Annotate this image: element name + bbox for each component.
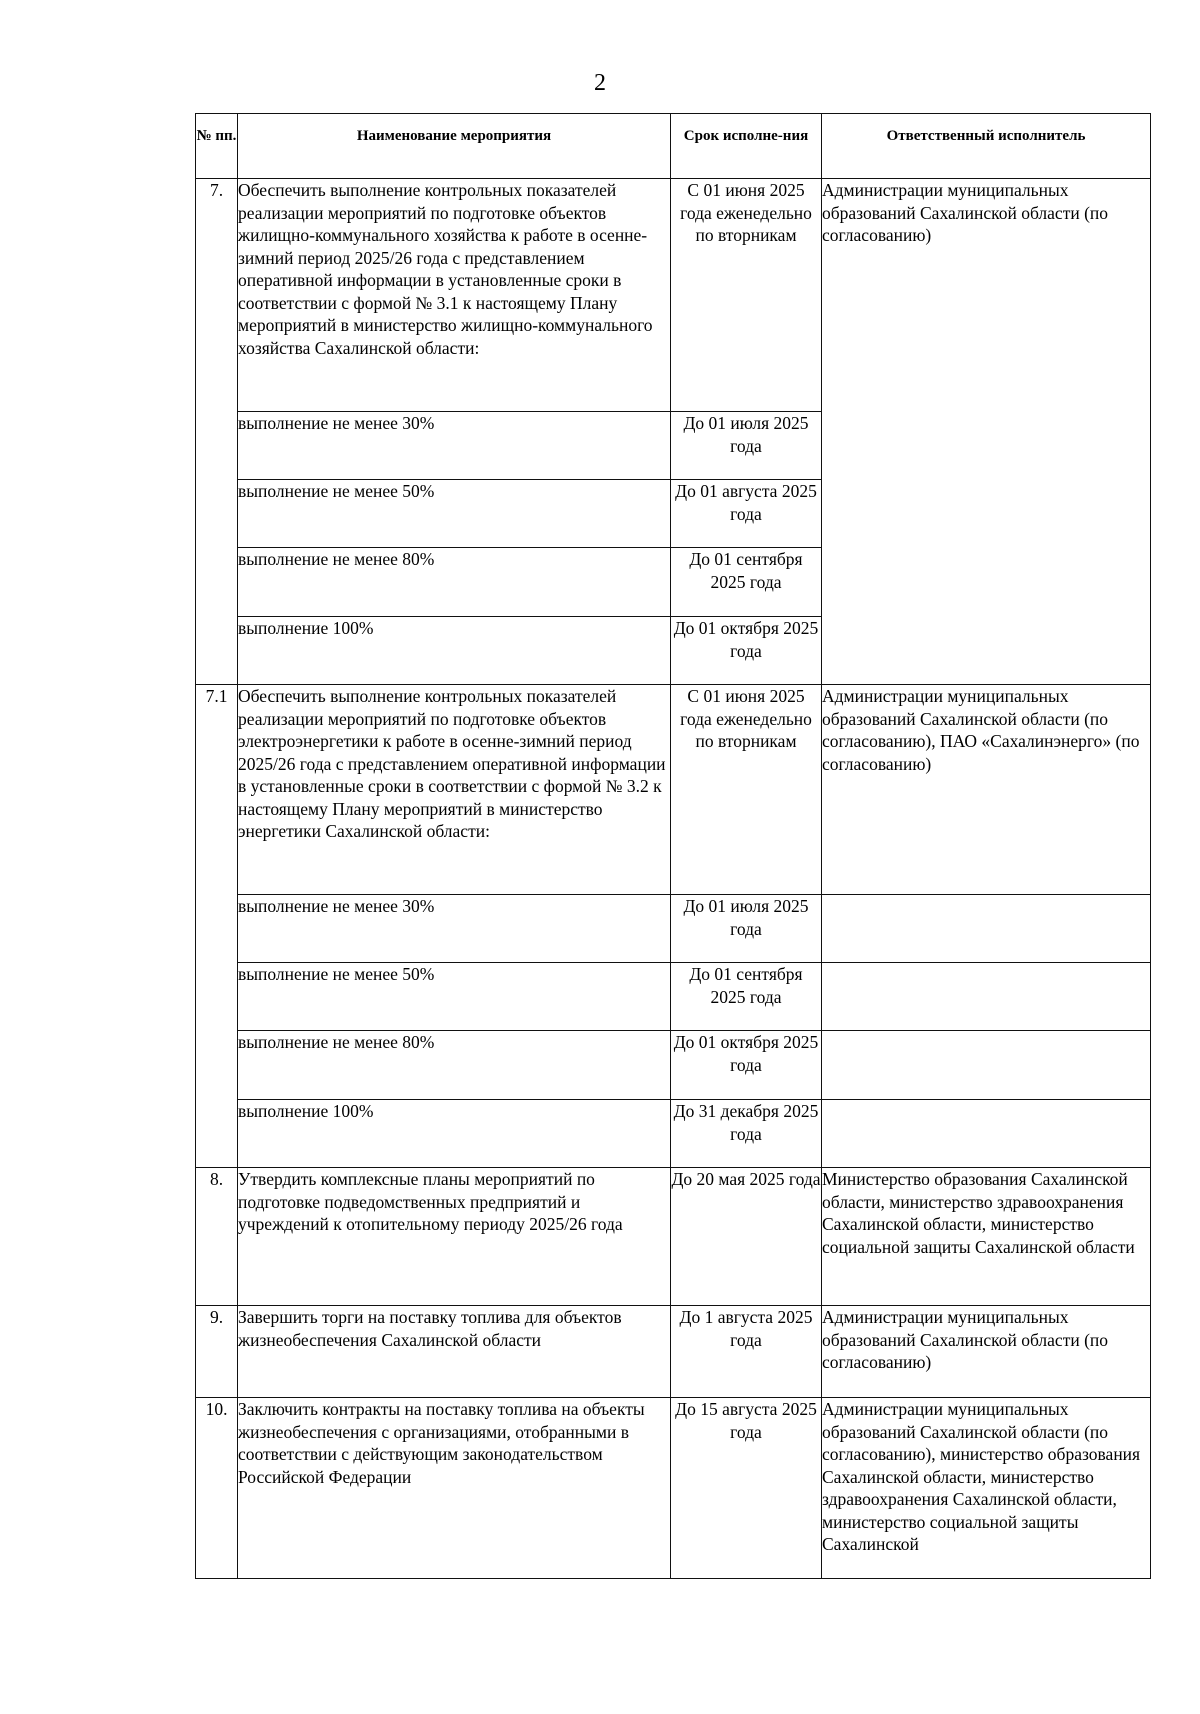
row-number: 7.: [196, 179, 238, 685]
row-text: Завершить торги на поставку топлива для объектов жизнеобеспечения Сахалинской области: [238, 1306, 671, 1398]
row-number: 9.: [196, 1306, 238, 1398]
header-num: № пп.: [196, 114, 238, 179]
row-term: С 01 июня 2025 года еженедельно по вторникам: [671, 179, 822, 412]
row-term: С 01 июня 2025 года еженедельно по вторникам: [671, 685, 822, 895]
row-text: Заключить контракты на поставку топлива на объекты жизнеобеспечения с организациями, отобранными в соответствии с действующим законодательством Российской Федерации: [238, 1398, 671, 1579]
row-term: До 15 августа 2025 года: [671, 1398, 822, 1579]
subrow-term: До 01 октября 2025 года: [671, 617, 822, 685]
subrow-term: До 31 декабря 2025 года: [671, 1100, 822, 1168]
row-number: 10.: [196, 1398, 238, 1579]
header-name: Наименование мероприятия: [238, 114, 671, 179]
row-number: 8.: [196, 1168, 238, 1306]
subrow-responsible-empty: [822, 895, 1151, 963]
table-row: [196, 1306, 1151, 1398]
row-text: Обеспечить выполнение контрольных показателей реализации мероприятий по подготовке объектов электроэнергетики к работе в осенне-зимний период 2025/26 года с представлением оперативной информации в установленные сроки в соответствии с формой № 3.2 к настоящему Плану мероприятий в министерство энергетики Сахалинской области:: [238, 685, 671, 895]
subrow-text: выполнение не менее 50%: [238, 480, 671, 548]
row-responsible: Администрации муниципальных образований Сахалинской области (по согласованию), министерство образования Сахалинской области, министерство здравоохранения Сахалинской области, министерство социальной защиты Сахалинской: [822, 1398, 1151, 1579]
table-subrow: [196, 963, 1151, 1031]
row-responsible: Администрации муниципальных образований Сахалинской области (по согласованию): [822, 179, 1151, 685]
header-term: Срок исполне-ния: [671, 114, 822, 179]
row-term: До 1 августа 2025 года: [671, 1306, 822, 1398]
row-responsible: Министерство образования Сахалинской области, министерство здравоохранения Сахалинской области, министерство социальной защиты Сахалинской области: [822, 1168, 1151, 1306]
plan-table: [195, 113, 1151, 1579]
subrow-text: выполнение 100%: [238, 617, 671, 685]
row-responsible: Администрации муниципальных образований Сахалинской области (по согласованию): [822, 1306, 1151, 1398]
subrow-text: выполнение не менее 50%: [238, 963, 671, 1031]
subrow-term: До 01 сентября 2025 года: [671, 963, 822, 1031]
row-text: Обеспечить выполнение контрольных показателей реализации мероприятий по подготовке объектов жилищно-коммунального хозяйства к работе в осенне-зимний период 2025/26 года с представлением оперативной информации в установленные сроки в соответствии с формой № 3.1 к настоящему Плану мероприятий в министерство жилищно-коммунального хозяйства Сахалинской области:: [238, 179, 671, 412]
header-resp: Ответственный исполнитель: [822, 114, 1151, 179]
table-subrow: [196, 1031, 1151, 1100]
row-term: До 20 мая 2025 года: [671, 1168, 822, 1306]
subrow-term: До 01 октября 2025 года: [671, 1031, 822, 1100]
table-row: [196, 1398, 1151, 1579]
subrow-term: До 01 июля 2025 года: [671, 412, 822, 480]
table-header-row: [196, 114, 1151, 179]
subrow-text: выполнение не менее 80%: [238, 1031, 671, 1100]
subrow-text: выполнение не менее 30%: [238, 412, 671, 480]
subrow-term: До 01 августа 2025 года: [671, 480, 822, 548]
table-row: [196, 179, 1151, 412]
subrow-text: выполнение 100%: [238, 1100, 671, 1168]
row-responsible: Администрации муниципальных образований Сахалинской области (по согласованию), ПАО «Сахалинэнерго» (по согласованию): [822, 685, 1151, 895]
subrow-responsible-empty: [822, 1031, 1151, 1100]
row-number: 7.1: [196, 685, 238, 1168]
subrow-text: выполнение не менее 30%: [238, 895, 671, 963]
table-subrow: [196, 895, 1151, 963]
subrow-responsible-empty: [822, 963, 1151, 1031]
page-number: 2: [594, 70, 606, 96]
subrow-term: До 01 июля 2025 года: [671, 895, 822, 963]
subrow-term: До 01 сентября 2025 года: [671, 548, 822, 617]
table-row: [196, 1168, 1151, 1306]
subrow-responsible-empty: [822, 1100, 1151, 1168]
table-subrow: [196, 1100, 1151, 1168]
table-row: [196, 685, 1151, 895]
subrow-text: выполнение не менее 80%: [238, 548, 671, 617]
row-text: Утвердить комплексные планы мероприятий по подготовке подведомственных предприятий и учреждений к отопительному периоду 2025/26 года: [238, 1168, 671, 1306]
